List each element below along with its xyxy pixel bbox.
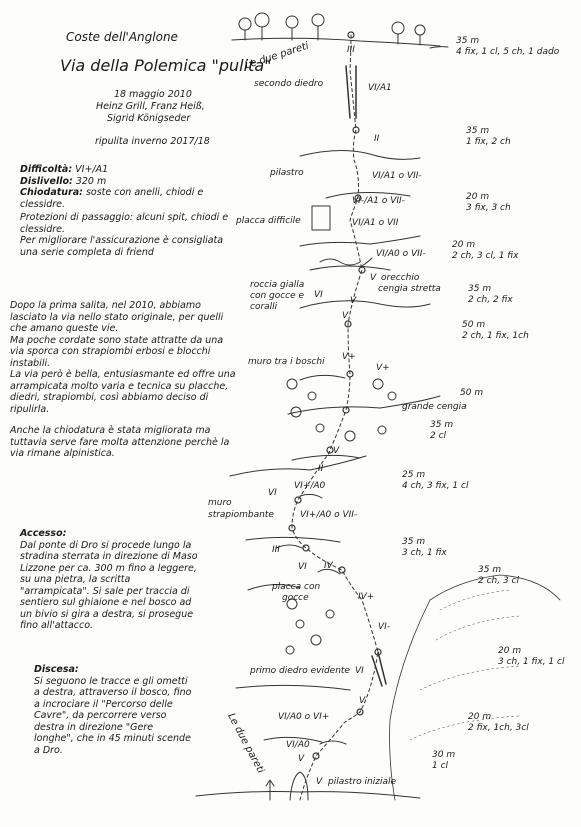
height-value: 320 m	[75, 175, 107, 187]
pitch-length: 35 m	[456, 36, 480, 46]
descent-text: Si seguono le tracce e gli ometti a destra, attraverso il bosco, fino a incrociare il "Percorso delle Cavre", da percorrere verso destra in direzione "Gere longhe", che in 45 minuti scende a Dro.	[34, 675, 192, 756]
authors-line-2: Sigrid Königseder	[107, 113, 191, 124]
pitch-gear: 1 fix, 2 ch	[466, 136, 511, 147]
pitch-gear: 2 ch, 3 cl	[478, 575, 519, 586]
grade-label: V	[298, 754, 305, 764]
difficulty-value: VI+/A1	[75, 164, 109, 175]
grade-label: III	[347, 45, 355, 55]
protection-text: Protezioni di passaggio: alcuni spit, chiodi e clessidre.	[20, 212, 229, 235]
feature-muro-tra-i-boschi: muro tra i boschi	[248, 357, 325, 367]
pitch-length: 30 m	[432, 750, 456, 760]
grade-label: III	[272, 545, 280, 555]
feature-placca-con-2: gocce	[282, 593, 309, 603]
grade-label: II	[318, 464, 324, 474]
pitch-length: 20 m	[498, 646, 522, 656]
pitch-4	[452, 240, 518, 261]
grade-label: V	[333, 446, 340, 456]
pitch-12	[498, 646, 564, 667]
feature-orecchio: orecchio	[381, 273, 420, 283]
pitch-length: 20 m	[466, 192, 490, 202]
grade-label: II	[374, 134, 380, 144]
height-line	[20, 176, 236, 188]
route-title: Via della Polemica "pulita"	[60, 56, 272, 75]
feature-placca-con-1: placca con	[272, 582, 321, 592]
feature-primo-diedro: primo diedro evidente	[250, 666, 350, 676]
grade-label: VI/A1 o VII	[352, 218, 399, 228]
grade-label: VI	[298, 562, 307, 572]
pitch-10	[402, 537, 447, 558]
height-label: Dislivello:	[20, 175, 73, 187]
pitch-14	[432, 750, 455, 771]
feature-roccia-gialla-3: coralli	[250, 302, 278, 312]
pitch-gear: 2 fix, 1ch, 3cl	[468, 722, 529, 733]
story-p4: Anche la chiodatura è stata migliorata ma tuttavia serve fare molta attenzione perchè la via rimane alpinistica.	[10, 425, 230, 459]
descent-block	[34, 664, 194, 756]
pitch-length: 50 m	[462, 320, 486, 330]
grade-label: VI/A1 o VII-	[372, 171, 422, 181]
pitch-length: 35 m	[430, 420, 454, 430]
feature-roccia-gialla-2: con gocce e	[250, 291, 305, 301]
info-block	[20, 164, 236, 258]
pitch-gear: 3 ch, 1 fix	[402, 547, 447, 558]
pitch-length: 50 m	[460, 388, 484, 398]
pitch-7	[460, 388, 483, 399]
pitch-3	[466, 192, 511, 213]
grade-label: VI-/A1 o VII-	[352, 196, 405, 206]
grade-label: VI/A0	[286, 740, 310, 750]
descent-title: Discesa:	[34, 664, 79, 675]
pitch-1	[456, 36, 559, 57]
feature-le-due-pareti-bottom: Le due pareti	[225, 711, 267, 776]
access-text: Dal ponte di Dro si procede lungo la stradina sterrata in direzione di Maso Lizzone per ca. 300 m fino a leggere, su una pietra, la scritta "arrampicata". Si sale per traccia di sentiero sul ghiaione e nel bosco ad un bivio si gira a destra, si prosegue fino all'attacco.	[20, 539, 198, 631]
advice-text: Per migliorare l'assicurazione è consigliata una serie completa di friend	[20, 235, 224, 258]
bolting-label: Chiodatura:	[20, 187, 83, 198]
pitch-length: 25 m	[402, 470, 426, 480]
pitch-gear: 4 fix, 1 cl, 5 ch, 1 dado	[456, 46, 560, 57]
pitch-gear: 2 ch, 1 fix, 1ch	[462, 330, 529, 341]
grade-label: VI/A0 o VII-	[376, 249, 426, 259]
pitch-5	[468, 284, 513, 305]
first-ascent-date: 18 maggio 2010	[114, 89, 192, 100]
pitch-gear: 1 cl	[432, 760, 449, 771]
authors-line-1: Heinz Grill, Franz Heiß,	[96, 101, 205, 112]
pitch-2	[466, 126, 511, 147]
grade-label: V	[359, 696, 366, 706]
cleaned-date: ripulita inverno 2017/18	[95, 136, 210, 147]
feature-roccia-gialla-1: roccia gialla	[250, 280, 305, 290]
grade-label: VI+/A0	[294, 481, 326, 491]
grade-label: V+	[376, 363, 390, 373]
difficulty-line	[20, 164, 236, 176]
feature-secondo-diedro: secondo diedro	[254, 79, 324, 89]
story-p3: La via però è bella, entusiasmante ed offre una arrampicata molto varia e tecnica su placche, diedri, strapiombi, così abbiamo deciso di ripulirla.	[10, 369, 236, 415]
pitch-length: 20 m	[468, 712, 492, 722]
grade-label: V+	[342, 352, 356, 362]
pitch-6	[462, 320, 529, 341]
grade-label: VI	[314, 290, 323, 300]
feature-le-due-pareti-top: Le due pareti	[243, 40, 311, 72]
grade-label: VI+/A0 o VII-	[300, 510, 358, 520]
feature-pilastro: pilastro	[270, 168, 304, 178]
story-p2: Ma poche cordate sono state attratte da una via sporca con strapiombi erbosi e blocchi instabili.	[10, 334, 224, 369]
pitch-8	[430, 420, 453, 441]
pitch-length: 20 m	[452, 240, 476, 250]
story-block	[10, 300, 236, 460]
grade-label: IV	[324, 561, 333, 571]
pitch-gear: 3 fix, 3 ch	[466, 202, 511, 213]
grade-label: V	[316, 777, 323, 787]
grade-label: V	[342, 311, 349, 321]
grade-label: VI/A1	[368, 83, 392, 93]
access-block	[20, 528, 198, 632]
feature-muro-1: muro	[208, 498, 232, 508]
feature-pilastro-iniziale: pilastro iniziale	[328, 777, 396, 787]
access-title: Accesso:	[20, 528, 67, 539]
pitch-9	[402, 470, 468, 491]
pitch-gear: 2 ch, 3 cl, 1 fix	[452, 250, 519, 261]
region-title: Coste dell'Anglone	[66, 30, 178, 44]
pitch-length: 35 m	[466, 126, 490, 136]
difficulty-label: Difficoltà:	[20, 164, 73, 175]
grade-label: V-	[350, 296, 359, 306]
feature-cengia-stretta: cengia stretta	[378, 284, 441, 294]
pitch-13	[468, 712, 529, 733]
pitch-length: 35 m	[468, 284, 492, 294]
pitch-11	[478, 565, 519, 586]
pitch-gear: 2 cl	[430, 430, 447, 441]
pitch-length: 35 m	[478, 565, 502, 575]
pitch-length: 35 m	[402, 537, 426, 547]
grade-label: V	[370, 273, 377, 283]
grade-label: VI	[268, 488, 277, 498]
grade-label: VI/A0 o VI+	[278, 712, 330, 722]
pitch-gear: 2 ch, 2 fix	[468, 294, 513, 305]
story-p1: Dopo la prima salita, nel 2010, abbiamo lasciato la via nello stato originale, per quelli che amano queste vie.	[10, 300, 224, 334]
feature-grande-cengia: grande cengia	[402, 402, 467, 412]
grade-label: IV+	[358, 592, 375, 602]
bolting-value: soste con anelli, chiodi e clessidre.	[20, 187, 204, 210]
feature-muro-2: strapiombante	[208, 510, 274, 520]
feature-placca-difficile: placca difficile	[236, 216, 301, 226]
pitch-gear: 4 ch, 3 fix, 1 cl	[402, 480, 469, 491]
tree-icon	[239, 13, 425, 45]
grade-label: VI-	[378, 622, 391, 632]
grade-label: VI	[355, 666, 364, 676]
bolting-line	[20, 187, 236, 210]
pitch-gear: 3 ch, 1 fix, 1 cl	[498, 656, 565, 667]
